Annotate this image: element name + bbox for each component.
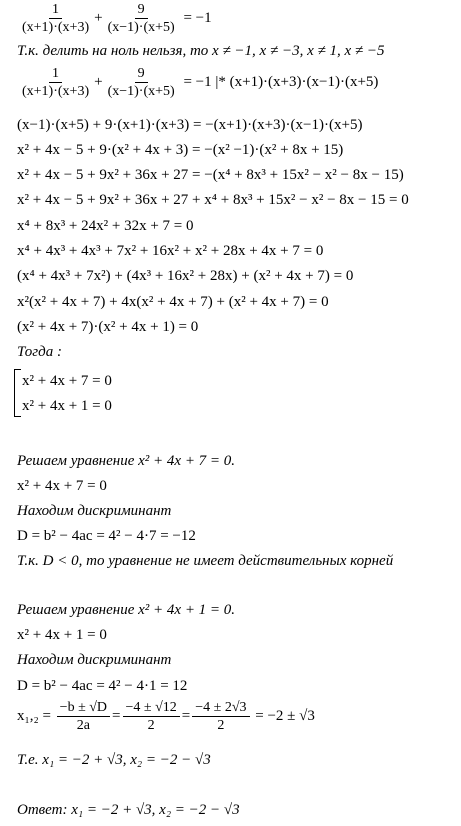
fraction-4: $\frac{9}{(x-1)\cdot(x+5)}$ (107, 66, 175, 99)
system-bracket (14, 369, 15, 417)
equation-multiplied: $\frac{1}{(x+1)\cdot(x+3)}$ + $\frac{9}{(x-1)\cdot(x+5)}$ = −1 |* (x+1)·(x+3)·(x−1)·(x+5) (17, 66, 378, 99)
step-line: (x−1)·(x+5) + 9·(x+1)·(x+3) = −(x+1)·(x+3)·(x−1)·(x+5) (17, 117, 363, 133)
discriminant-calc-2: D = b² − 4ac = 4² − 4·1 = 12 (17, 678, 188, 694)
solve-heading-1: Решаем уравнение x² + 4x + 7 = 0. (17, 453, 236, 469)
step-line: (x⁴ + 4x³ + 7x²) + (4x³ + 16x² + 28x) + (x² + 4x + 7) = 0 (17, 268, 354, 284)
solve-heading-2: Решаем уравнение x² + 4x + 1 = 0. (17, 602, 236, 618)
no-real-roots-note: Т.к. D < 0, то уравнение не имеет действительных корней (17, 553, 394, 569)
factored-equation: (x² + 4x + 7)·(x² + 4x + 1) = 0 (17, 319, 199, 335)
equation-original: $\frac{1}{(x+1)\cdot(x+3)}$ + $\frac{9}{(x-1)\cdot(x+5)}$ = −1 (17, 2, 212, 35)
equation-line: x² + 4x + 1 = 0 (17, 627, 107, 643)
system-equation-2: x² + 4x + 1 = 0 (22, 398, 112, 414)
step-line: x² + 4x − 5 + 9·(x² + 4x + 3) = −(x² −1)·(x² + 8x + 15) (17, 142, 344, 158)
fraction-2: $\frac{9}{(x-1)\cdot(x+5)}$ (107, 2, 175, 35)
final-answer: Ответ: x₁ = −2 + √3, x₂ = −2 − √3 (17, 802, 240, 818)
roots-fraction-simplified: $\frac{-4 \pm 2√3}{2}$ (192, 700, 249, 733)
discriminant-heading-2: Находим дискриминант (17, 652, 172, 668)
then-label: Тогда : (17, 344, 62, 360)
step-line: x² + 4x − 5 + 9x² + 36x + 27 + x⁴ + 8x³ + 15x² − x² − 8x − 15 = 0 (17, 192, 409, 208)
equation-line: x² + 4x + 7 = 0 (17, 478, 107, 494)
domain-restriction: Т.к. делить на ноль нельзя, то x ≠ −1, x ≠ −3, x ≠ 1, x ≠ −5 (17, 43, 385, 59)
step-line: x² + 4x − 5 + 9x² + 36x + 27 = −(x⁴ + 8x³ + 15x² − x² − 8x − 15) (17, 167, 404, 183)
fraction-3: $\frac{1}{(x+1)\cdot(x+3)}$ (22, 66, 90, 99)
discriminant-calc-1: D = b² − 4ac = 4² − 4·7 = −12 (17, 528, 196, 544)
fraction-1: $\frac{1}{(x+1)\cdot(x+3)}$ (22, 2, 90, 35)
discriminant-heading-1: Находим дискриминант (17, 503, 172, 519)
roots-formula: x₁,₂ = $\frac{-b \pm √D}{2a}$ = $\frac{-4 \pm √12}{2}$ = $\frac{-4 \pm 2√3}{2}$ = −2 ± √3 (17, 700, 315, 733)
step-line: x²(x² + 4x + 7) + 4x(x² + 4x + 7) + (x² + 4x + 7) = 0 (17, 294, 329, 310)
roots-fraction-substituted: $\frac{-4 \pm √12}{2}$ (123, 700, 180, 733)
step-line: x⁴ + 4x³ + 4x³ + 7x² + 16x² + x² + 28x + 4x + 7 = 0 (17, 243, 324, 259)
roots-fraction-general: $\frac{-b \pm √D}{2a}$ (57, 700, 110, 733)
roots-result: Т.е. x₁ = −2 + √3, x₂ = −2 − √3 (17, 752, 211, 768)
step-line: x⁴ + 8x³ + 24x² + 32x + 7 = 0 (17, 218, 194, 234)
system-equation-1: x² + 4x + 7 = 0 (22, 373, 112, 389)
